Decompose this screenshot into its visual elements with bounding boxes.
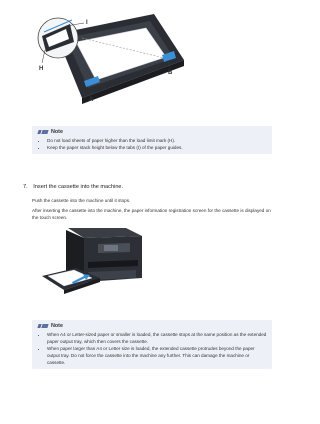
note-box-paper-limits: [32, 126, 272, 154]
note-item: • Keep the paper stack height below the tabs (I) of the paper guides.: [47, 144, 267, 151]
callout-i: I: [86, 20, 88, 26]
callout-h: H: [39, 66, 44, 72]
note-title: Note: [51, 129, 63, 135]
step-number: 7.: [23, 184, 28, 190]
note-header: [38, 323, 267, 329]
printer-cassette-insert-illustration: [38, 224, 150, 304]
note-icon: [38, 324, 48, 328]
step-text: Insert the cassette into the machine.: [33, 184, 124, 190]
note-header: [38, 129, 267, 135]
callout-a: A: [89, 97, 94, 103]
note-item: • Do not load sheets of paper higher than the load limit mark (H).: [47, 137, 267, 144]
note-box-cassette-position: [32, 320, 272, 369]
note-item: • When A4 or Letter-sized paper or smaller is loaded, the cassette stops at the same position as the extended paper output tray, which then covers the cassette.: [47, 331, 267, 345]
cassette-paper-guide-illustration: [36, 8, 186, 106]
step-heading: [23, 184, 123, 190]
note-icon: [38, 130, 48, 134]
note-list: [38, 137, 267, 151]
note-list: [38, 331, 267, 366]
callout-b: B: [168, 70, 173, 76]
note-title: Note: [51, 323, 63, 329]
note-item: • When paper larger than A4 or Letter size is loaded, the extended cassette protrudes beyond the paper output tray. Do not force the cassette into the machine any further. This can damage the machine or cassette.: [47, 345, 267, 366]
instruction-registration-screen: After inserting the cassette into the machine, the paper information registration screen for the cassette is displayed on the touch screen.: [32, 208, 271, 220]
instruction-push-cassette: Push the cassette into the machine until it stops.: [32, 198, 131, 203]
